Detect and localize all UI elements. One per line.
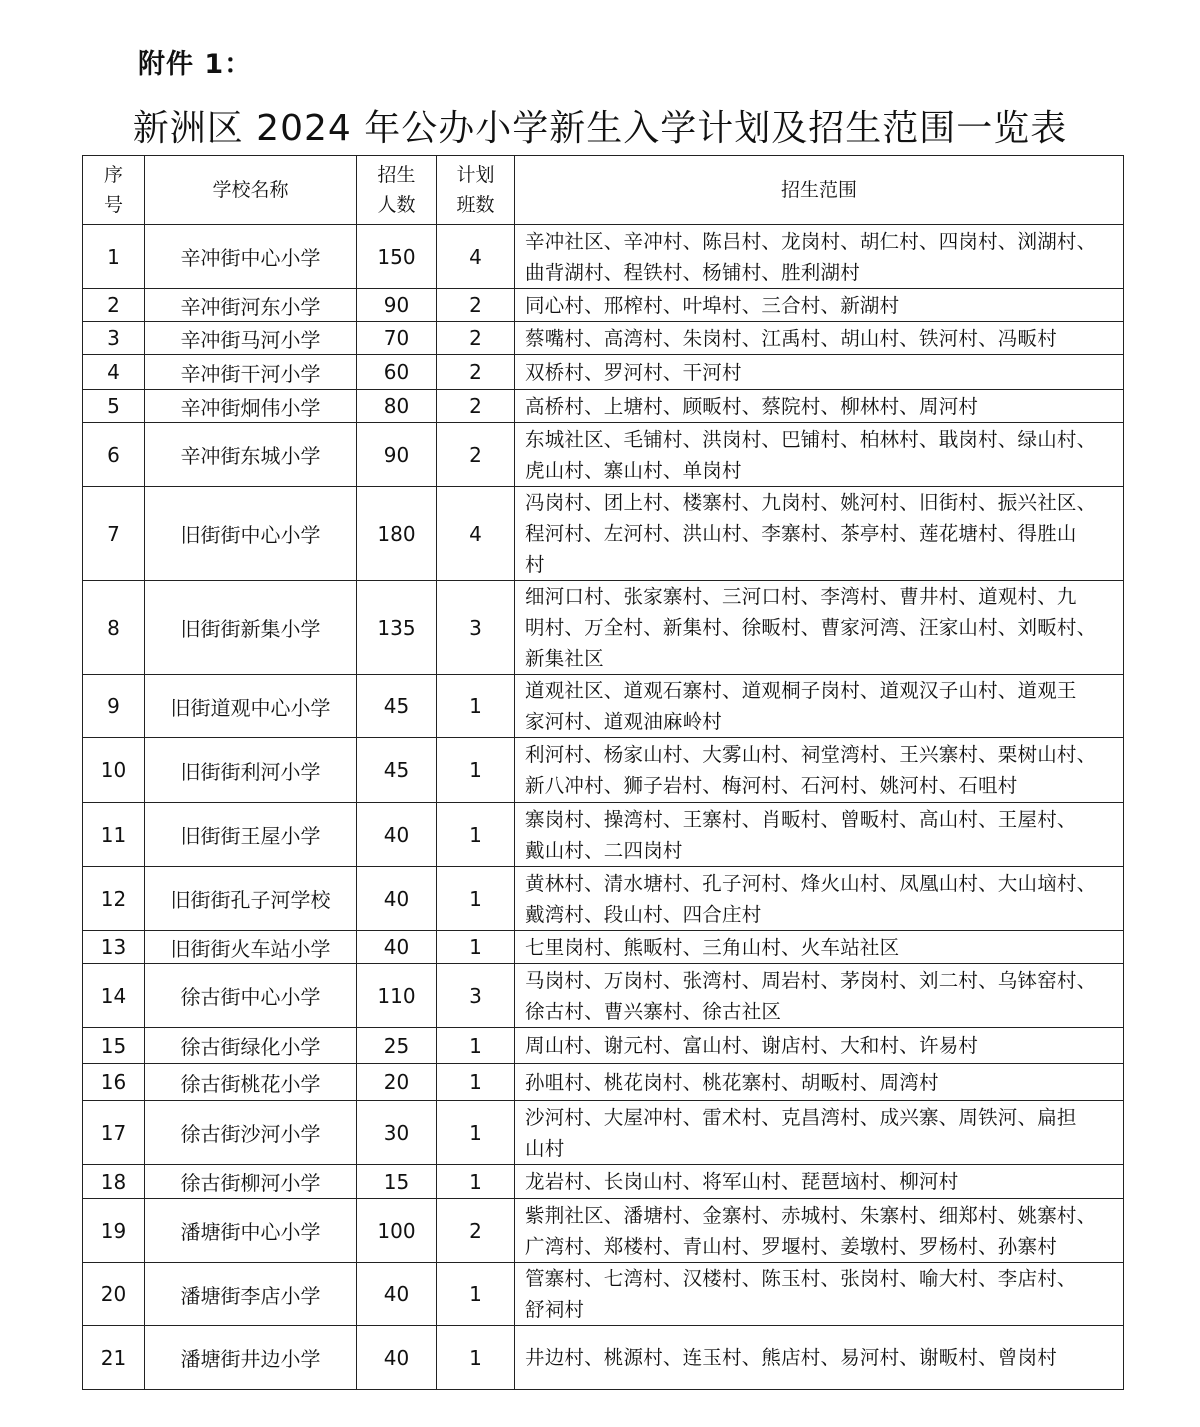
range-line: 七里岗村、熊畈村、三角山村、火车站社区 <box>525 935 900 959</box>
range-line: 寨岗村、操湾村、王寨村、肖畈村、曾畈村、高山村、王屋村、 <box>525 807 1077 831</box>
enrollment-count: 30 <box>357 1101 437 1165</box>
class-count: 4 <box>437 225 515 289</box>
class-count: 2 <box>437 1199 515 1263</box>
range-line: 戴山村、二四岗村 <box>525 838 683 862</box>
school-name: 徐古街桃花小学 <box>145 1064 357 1101</box>
school-name: 辛冲街炯伟小学 <box>145 390 357 423</box>
class-count: 1 <box>437 675 515 738</box>
enrollment-range <box>515 931 1124 964</box>
school-name: 潘塘街中心小学 <box>145 1199 357 1263</box>
enrollment-range <box>515 964 1124 1028</box>
class-count: 1 <box>437 867 515 931</box>
range-line: 蔡嘴村、高湾村、朱岗村、江禹村、胡山村、铁河村、冯畈村 <box>525 326 1057 350</box>
enrollment-range <box>515 390 1124 423</box>
class-count: 2 <box>437 355 515 390</box>
range-line: 道观社区、道观石寨村、道观桐子岗村、道观汉子山村、道观王 <box>525 679 1077 702</box>
school-name: 徐古街柳河小学 <box>145 1165 357 1199</box>
header-index: 序 号 <box>83 156 145 225</box>
range-line: 程河村、左河村、洪山村、李寨村、茶亭村、莲花塘村、得胜山 <box>525 522 1077 545</box>
enrollment-count: 25 <box>357 1028 437 1064</box>
enrollment-count: 40 <box>357 1326 437 1390</box>
row-number: 1 <box>83 225 145 289</box>
table-row <box>83 355 1124 390</box>
school-name: 潘塘街李店小学 <box>145 1263 357 1326</box>
range-line: 井边村、桃源村、连玉村、熊店村、易河村、谢畈村、曾岗村 <box>525 1346 1057 1369</box>
enrollment-range <box>515 225 1124 289</box>
class-count: 2 <box>437 390 515 423</box>
table-row <box>83 738 1124 803</box>
enrollment-count: 45 <box>357 738 437 803</box>
range-line: 广湾村、郑楼村、青山村、罗堰村、姜墩村、罗杨村、孙寨村 <box>525 1234 1057 1258</box>
enrollment-count: 180 <box>357 487 437 581</box>
class-count: 1 <box>437 1064 515 1101</box>
class-count: 1 <box>437 738 515 803</box>
row-number: 11 <box>83 803 145 867</box>
enrollment-count: 135 <box>357 581 437 675</box>
table-row <box>83 675 1124 738</box>
row-number: 19 <box>83 1199 145 1263</box>
enrollment-range <box>515 738 1124 803</box>
range-line: 沙河村、大屋冲村、雷术村、克昌湾村、成兴寨、周铁河、扁担 <box>525 1105 1077 1129</box>
class-count: 1 <box>437 803 515 867</box>
enrollment-range <box>515 1263 1124 1326</box>
range-line: 虎山村、寨山村、单岗村 <box>525 458 742 482</box>
range-line: 家河村、道观油麻岭村 <box>525 710 723 733</box>
school-name: 旧街街新集小学 <box>145 581 357 675</box>
class-count: 1 <box>437 1165 515 1199</box>
table-row <box>83 581 1124 675</box>
table-row <box>83 867 1124 931</box>
range-line: 舒祠村 <box>525 1298 585 1321</box>
school-name: 辛冲街河东小学 <box>145 289 357 322</box>
enrollment-range <box>515 355 1124 390</box>
class-count: 1 <box>437 1326 515 1390</box>
table-row <box>83 1165 1124 1199</box>
range-line: 新八冲村、狮子岩村、梅河村、石河村、姚河村、石咀村 <box>525 774 1018 797</box>
enrollment-range <box>515 1028 1124 1064</box>
range-line: 戴湾村、段山村、四合庄村 <box>525 902 762 926</box>
table-row <box>83 423 1124 487</box>
class-count: 1 <box>437 1263 515 1326</box>
row-number: 20 <box>83 1263 145 1326</box>
table-header-row <box>83 156 1124 225</box>
school-name: 旧街街孔子河学校 <box>145 867 357 931</box>
range-line: 冯岗村、团上村、楼寨村、九岗村、姚河村、旧街村、振兴社区、 <box>525 491 1097 514</box>
range-line: 山村 <box>525 1136 565 1160</box>
enrollment-count: 100 <box>357 1199 437 1263</box>
enrollment-count: 40 <box>357 931 437 964</box>
range-line: 东城社区、毛铺村、洪岗村、巴铺村、柏林村、戢岗村、绿山村、 <box>525 427 1097 451</box>
school-name: 辛冲街干河小学 <box>145 355 357 390</box>
row-number: 5 <box>83 390 145 423</box>
school-name: 旧街街王屋小学 <box>145 803 357 867</box>
school-name: 辛冲街东城小学 <box>145 423 357 487</box>
school-name: 徐古街绿化小学 <box>145 1028 357 1064</box>
school-name: 旧街道观中心小学 <box>145 675 357 738</box>
school-name: 旧街街火车站小学 <box>145 931 357 964</box>
range-line: 明村、万全村、新集村、徐畈村、曹家河湾、汪家山村、刘畈村、 <box>525 616 1097 639</box>
school-name: 旧街街中心小学 <box>145 487 357 581</box>
table-row <box>83 964 1124 1028</box>
table-row <box>83 1199 1124 1263</box>
enrollment-range <box>515 423 1124 487</box>
enrollment-count: 110 <box>357 964 437 1028</box>
range-line: 同心村、邢榨村、叶埠村、三合村、新湖村 <box>525 293 900 317</box>
table-body <box>83 225 1124 1390</box>
class-count: 2 <box>437 289 515 322</box>
enrollment-range <box>515 1165 1124 1199</box>
row-number: 6 <box>83 423 145 487</box>
class-count: 1 <box>437 931 515 964</box>
enrollment-range <box>515 1326 1124 1390</box>
enrollment-count: 40 <box>357 803 437 867</box>
school-name: 旧街街利河小学 <box>145 738 357 803</box>
enrollment-range <box>515 803 1124 867</box>
table-row <box>83 390 1124 423</box>
class-count: 2 <box>437 322 515 355</box>
table-row <box>83 1028 1124 1064</box>
school-name: 徐古街中心小学 <box>145 964 357 1028</box>
class-count: 1 <box>437 1101 515 1165</box>
header-enroll: 招生 人数 <box>357 156 437 225</box>
annex-label: 附件 1： <box>138 49 253 80</box>
range-line: 细河口村、张家寨村、三河口村、李湾村、曹井村、道观村、九 <box>525 585 1077 608</box>
class-count: 3 <box>437 581 515 675</box>
range-line: 村 <box>525 553 545 576</box>
enrollment-range <box>515 867 1124 931</box>
enrollment-count: 70 <box>357 322 437 355</box>
range-line: 利河村、杨家山村、大雾山村、祠堂湾村、王兴寨村、栗树山村、 <box>525 743 1097 766</box>
range-line: 高桥村、上塘村、顾畈村、蔡院村、柳林村、周河村 <box>525 394 979 418</box>
enrollment-range <box>515 1199 1124 1263</box>
enrollment-range <box>515 322 1124 355</box>
row-number: 7 <box>83 487 145 581</box>
enrollment-count: 45 <box>357 675 437 738</box>
row-number: 21 <box>83 1326 145 1390</box>
range-line: 龙岩村、长岗山村、将军山村、琵琶垴村、柳河村 <box>525 1170 959 1193</box>
row-number: 4 <box>83 355 145 390</box>
class-count: 3 <box>437 964 515 1028</box>
enrollment-count: 90 <box>357 423 437 487</box>
row-number: 10 <box>83 738 145 803</box>
range-line: 辛冲社区、辛冲村、陈吕村、龙岗村、胡仁村、四岗村、浏湖村、 <box>525 229 1097 253</box>
range-line: 周山村、谢元村、富山村、谢店村、大和村、许易村 <box>525 1034 979 1057</box>
range-line: 管寨村、七湾村、汉楼村、陈玉村、张岗村、喻大村、李店村、 <box>525 1267 1077 1290</box>
table-row <box>83 225 1124 289</box>
table-row <box>83 1326 1124 1390</box>
class-count: 4 <box>437 487 515 581</box>
header-school: 学校名称 <box>145 156 357 225</box>
range-line: 黄林村、清水塘村、孔子河村、烽火山村、凤凰山村、大山垴村、 <box>525 871 1097 895</box>
class-count: 1 <box>437 1028 515 1064</box>
enrollment-range <box>515 487 1124 581</box>
enrollment-range <box>515 1064 1124 1101</box>
school-name: 辛冲街马河小学 <box>145 322 357 355</box>
row-number: 8 <box>83 581 145 675</box>
row-number: 15 <box>83 1028 145 1064</box>
enrollment-count: 15 <box>357 1165 437 1199</box>
enrollment-count: 40 <box>357 867 437 931</box>
page-title: 新洲区 2024 年公办小学新生入学计划及招生范围一览表 <box>132 108 1068 149</box>
range-line: 孙咀村、桃花岗村、桃花寨村、胡畈村、周湾村 <box>525 1070 939 1094</box>
range-line: 徐古村、曹兴寨村、徐古社区 <box>525 999 782 1023</box>
enrollment-count: 80 <box>357 390 437 423</box>
row-number: 3 <box>83 322 145 355</box>
row-number: 12 <box>83 867 145 931</box>
enrollment-count: 90 <box>357 289 437 322</box>
enrollment-range <box>515 675 1124 738</box>
header-classes: 计划 班数 <box>437 156 515 225</box>
table-row <box>83 1263 1124 1326</box>
enrollment-count: 60 <box>357 355 437 390</box>
row-number: 14 <box>83 964 145 1028</box>
table-row <box>83 803 1124 867</box>
range-line: 紫荆社区、潘塘村、金寨村、赤城村、朱寨村、细郑村、姚寨村、 <box>525 1203 1097 1227</box>
row-number: 2 <box>83 289 145 322</box>
table-row <box>83 1101 1124 1165</box>
range-line: 新集社区 <box>525 647 604 670</box>
row-number: 18 <box>83 1165 145 1199</box>
table-row <box>83 289 1124 322</box>
table-row <box>83 931 1124 964</box>
header-range: 招生范围 <box>515 156 1124 225</box>
row-number: 17 <box>83 1101 145 1165</box>
enrollment-range <box>515 581 1124 675</box>
range-line: 曲背湖村、程铁村、杨铺村、胜利湖村 <box>525 260 860 284</box>
school-name: 辛冲街中心小学 <box>145 225 357 289</box>
enrollment-count: 150 <box>357 225 437 289</box>
row-number: 9 <box>83 675 145 738</box>
school-name: 徐古街沙河小学 <box>145 1101 357 1165</box>
table-row <box>83 322 1124 355</box>
range-line: 马岗村、万岗村、张湾村、周岩村、茅岗村、刘二村、乌钵窑村、 <box>525 968 1097 992</box>
enrollment-count: 20 <box>357 1064 437 1101</box>
range-line: 双桥村、罗河村、干河村 <box>525 360 742 384</box>
row-number: 13 <box>83 931 145 964</box>
class-count: 2 <box>437 423 515 487</box>
enrollment-range <box>515 289 1124 322</box>
table-row <box>83 1064 1124 1101</box>
enrollment-count: 40 <box>357 1263 437 1326</box>
enrollment-table <box>82 155 1124 1390</box>
enrollment-range <box>515 1101 1124 1165</box>
row-number: 16 <box>83 1064 145 1101</box>
table-row <box>83 487 1124 581</box>
school-name: 潘塘街井边小学 <box>145 1326 357 1390</box>
